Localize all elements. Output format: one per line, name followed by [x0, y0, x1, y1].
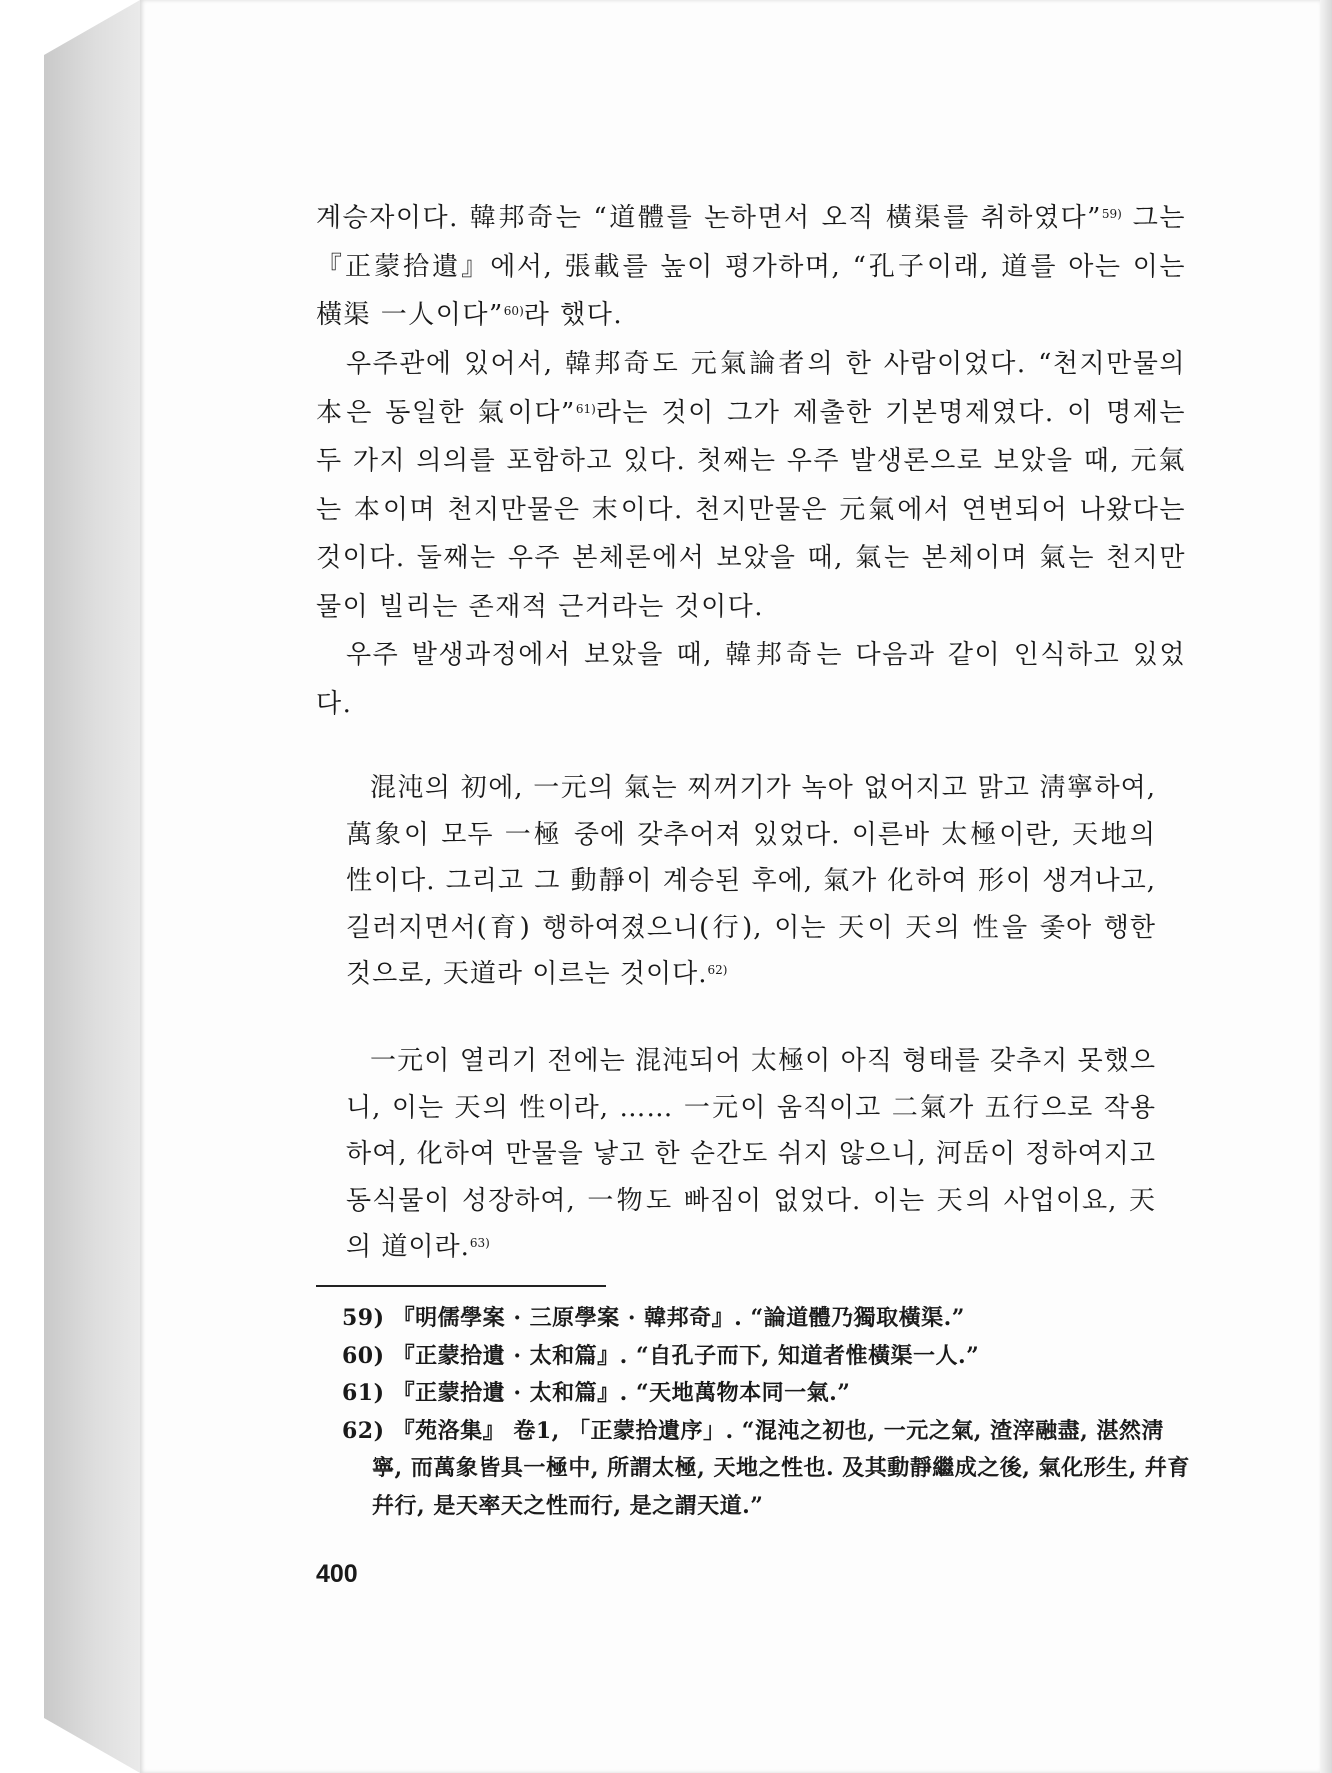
footnote-ref-62: 62) — [707, 963, 728, 977]
paragraph-2 — [316, 340, 1186, 631]
paragraph-3 — [316, 631, 1186, 728]
block-quote-2-text: 一元이 열리기 전에는 混沌되어 太極이 아직 형태를 갖추지 못했으니, 이는 天의 性이라, …… 一元이 움직이고 二氣가 五行으로 작용하여, 化하여 만물을 낳고 한 순간도 쉬지 않으니, 河岳이 정하여지고 동식물이 성장하여, 一物도 빠짐이 없었다. 이는 天의 사업이요, 天의 道이라. — [346, 1046, 1156, 1262]
footnote-ref-59: 59) — [1101, 207, 1122, 221]
footnote-ref-61: 61) — [575, 401, 596, 416]
footnote-62: 62) 『苑洛集』 卷1, 「正蒙拾遺序」. “混沌之初也, 一元之氣, 渣滓融盡, 湛然淸寧, 而萬象皆具一極中, 所謂太極, 天地之性也. 及其動靜繼成之後, 氣化形生, 幷育幷行, 是天率天之性而行, 是之謂天道.” — [342, 1417, 1190, 1519]
paragraph-2-text-a: 우주관에 있어서, 韓邦奇도 元氣論者의 한 사람이었다. “천지만물의 本은 동일한 氣이다” — [316, 349, 1186, 428]
footnote-ref-63: 63) — [469, 1236, 490, 1250]
block-quote-2 — [346, 1038, 1156, 1271]
paragraph-1-text-a: 계승자이다. 韓邦奇는 “道體를 논하면서 오직 橫渠를 취하였다” — [316, 203, 1102, 233]
book-spine — [44, 0, 140, 1773]
paragraph-1-text-b: 그는 『正蒙拾遺』에서, 張載를 높이 평가하며, “孔子이래, 道를 아는 이는 橫渠 一人이다” — [316, 203, 1186, 330]
page-number: 400 — [316, 1560, 358, 1588]
block-quote-1 — [346, 765, 1156, 998]
footnote-61: 61) 『正蒙拾遺 · 太和篇』. “天地萬物本同一氣.” — [342, 1380, 851, 1406]
footnote-59: 59) 『明儒學案 · 三原學案 · 韓邦奇』. “論道體乃獨取橫渠.” — [342, 1305, 965, 1331]
footnotes — [342, 1300, 1192, 1525]
paragraph-1-text-c: 라 했다. — [523, 300, 624, 330]
block-quote-1-text: 混沌의 初에, 一元의 氣는 찌꺼기가 녹아 없어지고 맑고 淸寧하여, 萬象이 모두 一極 중에 갖추어져 있었다. 이른바 太極이란, 天地의 性이다. 그리고 그 動靜이 계승된 후에, 氣가 化하여 形이 생겨나고, 길러지면서(育) 행하여졌으니(行), 이는 天이 天의 性을 좇아 행한 것으로, 天道라 이르는 것이다. — [346, 773, 1156, 989]
footnote-60: 60) 『正蒙拾遺 · 太和篇』. “自孔子而下, 知道者惟橫渠一人.” — [342, 1342, 980, 1369]
paragraph-1 — [316, 194, 1186, 340]
paragraph-2-text-b: 라는 것이 그가 제출한 기본명제였다. 이 명제는 두 가지 의의를 포함하고 있다. 첫째는 우주 발생론으로 보았을 때, 元氣는 本이며 천지만물은 末이다. 천지만물은 元氣에서 연변되어 나왔다는 것이다. 둘째는 우주 본체론에서 보았을 때, 氣는 본체이며 氣는 천지만물이 빌리는 존재적 근거라는 것이다. — [316, 397, 1186, 622]
footnote-ref-60: 60) — [503, 304, 524, 318]
footnote-divider — [316, 1285, 606, 1287]
book-right-edge — [1320, 0, 1332, 1773]
paragraph-3-text: 우주 발생과정에서 보았을 때, 韓邦奇는 다음과 같이 인식하고 있었다. — [316, 640, 1186, 719]
